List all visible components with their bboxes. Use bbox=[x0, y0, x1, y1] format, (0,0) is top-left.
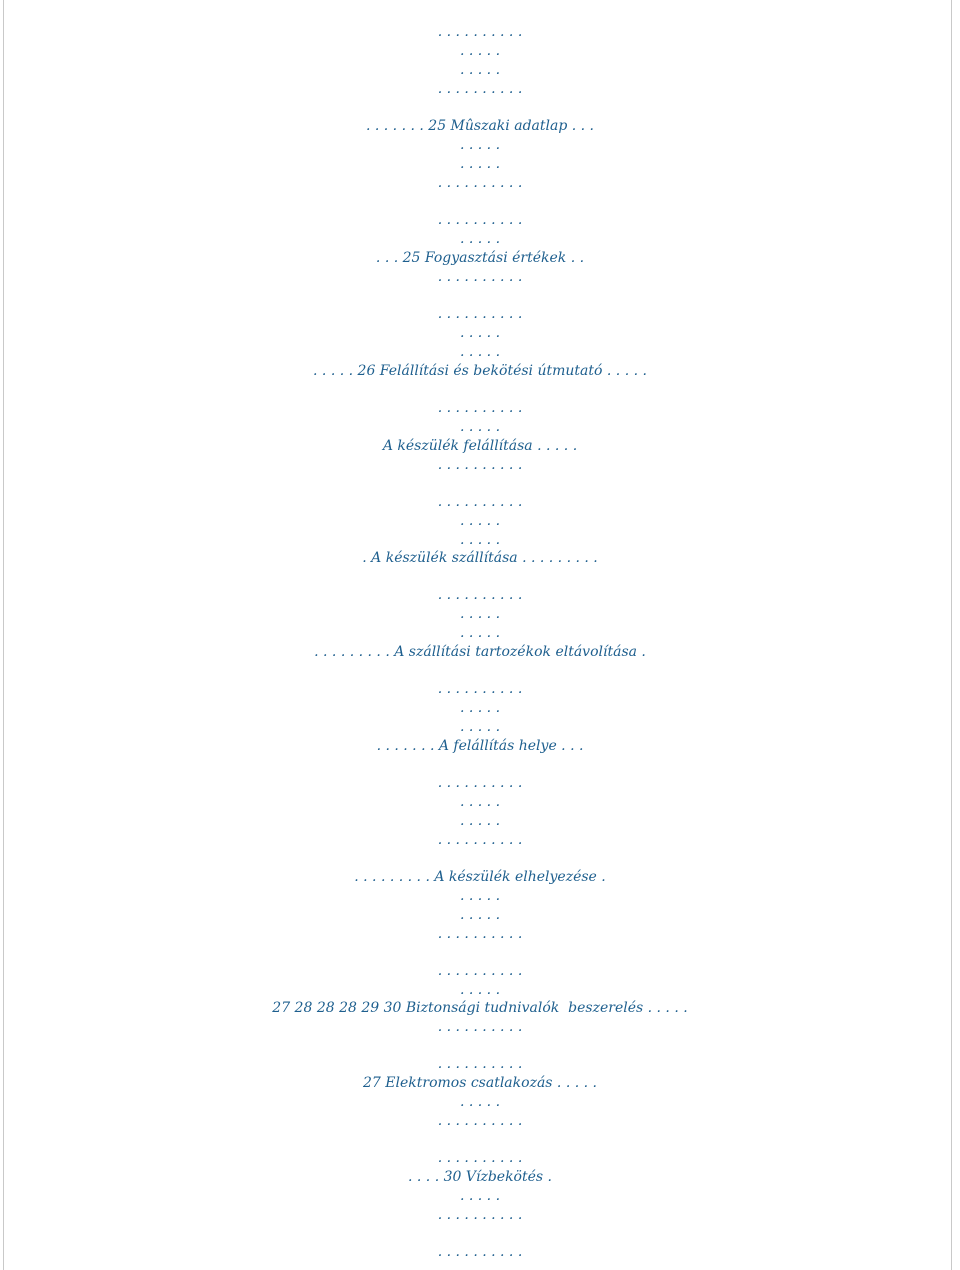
toc-line: . . . . . . . . . . bbox=[437, 175, 523, 191]
toc-entry-keszulek-szallitasa: . A készülék szállítása . . . . . . . . . bbox=[362, 550, 598, 566]
toc-line: . . . . . . . . . . bbox=[437, 269, 523, 285]
toc-line: . . . . . . . . . . bbox=[437, 1150, 523, 1166]
toc-entry-szallitasi-tartozekok: . . . . . . . . . A szállítási tartozékok eltávolítása . bbox=[314, 644, 646, 660]
toc-line: . . . . . . . . . . bbox=[437, 306, 523, 322]
toc-line: . . . . . . . . . . bbox=[437, 24, 523, 40]
toc-line: . . . . . bbox=[459, 719, 501, 735]
toc-line: . . . . . bbox=[459, 419, 501, 435]
toc-line: . . . . . bbox=[459, 344, 501, 360]
toc-line: . . . . . bbox=[459, 813, 501, 829]
toc-line: . . . . . . . . . . bbox=[437, 457, 523, 473]
toc-line: . . . . . . . . . . bbox=[437, 926, 523, 942]
toc-line: . . . . . bbox=[459, 907, 501, 923]
toc-line: . . . . . bbox=[459, 982, 501, 998]
toc-line: . . . . . bbox=[459, 888, 501, 904]
toc-line: . . . . . . . . . . bbox=[437, 1019, 523, 1035]
toc-line: . . . . . . . . . . bbox=[437, 212, 523, 228]
toc-line: . . . . . bbox=[459, 513, 501, 529]
toc-line: . . . . . . . . . . bbox=[437, 1056, 523, 1072]
toc-entry-biztonsagi-tudnivalok: 27 28 28 28 29 30 Biztonsági tudnivalók beszerelés . . . . . bbox=[272, 1000, 688, 1016]
toc-entry-felallitas-helye: . . . . . . . A felállítás helye . . . bbox=[376, 738, 584, 754]
toc-line: . . . . . . . . . . bbox=[437, 494, 523, 510]
toc-entry-muszaki-adatlap: . . . . . . . 25 Mûszaki adatlap . . . bbox=[365, 118, 594, 134]
toc-line: . . . . . . . . . . bbox=[437, 1113, 523, 1129]
toc-entry-felallitasi-utmutato: . . . . . 26 Felállítási és bekötési útmutató . . . . . bbox=[313, 363, 647, 379]
toc-line: . . . . . . . . . . bbox=[437, 963, 523, 979]
toc-line: . . . . . . . . . . bbox=[437, 1207, 523, 1223]
toc-line: . . . . . . . . . . bbox=[437, 832, 523, 848]
toc-line: . . . . . bbox=[459, 700, 501, 716]
toc-line: . . . . . . . . . . bbox=[437, 1244, 523, 1260]
toc-entry-keszulek-elhelyezese: . . . . . . . . . A készülék elhelyezése . bbox=[354, 869, 606, 885]
toc-line: . . . . . bbox=[459, 1188, 501, 1204]
toc-line: . . . . . . . . . . bbox=[437, 587, 523, 603]
toc-line: . . . . . bbox=[459, 606, 501, 622]
toc-entry-vizbekotes: . . . . 30 Vízbekötés . bbox=[408, 1169, 552, 1185]
toc-line: . . . . . bbox=[459, 231, 501, 247]
toc-line: . . . . . . . . . . bbox=[437, 775, 523, 791]
toc-entry-fogyasztasi-ertekek: . . . 25 Fogyasztási értékek . . bbox=[375, 250, 585, 266]
toc-line: . . . . . bbox=[459, 794, 501, 810]
toc-line: . . . . . bbox=[459, 156, 501, 172]
toc-line: . . . . . bbox=[459, 325, 501, 341]
toc-line: . . . . . bbox=[459, 1094, 501, 1110]
toc-line: . . . . . bbox=[459, 625, 501, 641]
toc-entry-elektromos-csatlakozas: 27 Elektromos csatlakozás . . . . . bbox=[363, 1075, 597, 1091]
toc-line: . . . . . bbox=[459, 532, 501, 548]
toc-line: . . . . . . . . . . bbox=[437, 681, 523, 697]
toc-entry-keszulek-felallitasa: A készülék felállítása . . . . . bbox=[382, 438, 578, 454]
toc-line: . . . . . bbox=[459, 43, 501, 59]
toc-line: . . . . . bbox=[459, 62, 501, 78]
toc-line: . . . . . . . . . . bbox=[437, 400, 523, 416]
toc-line: . . . . . . . . . . bbox=[437, 81, 523, 97]
toc-line: . . . . . bbox=[459, 137, 501, 153]
